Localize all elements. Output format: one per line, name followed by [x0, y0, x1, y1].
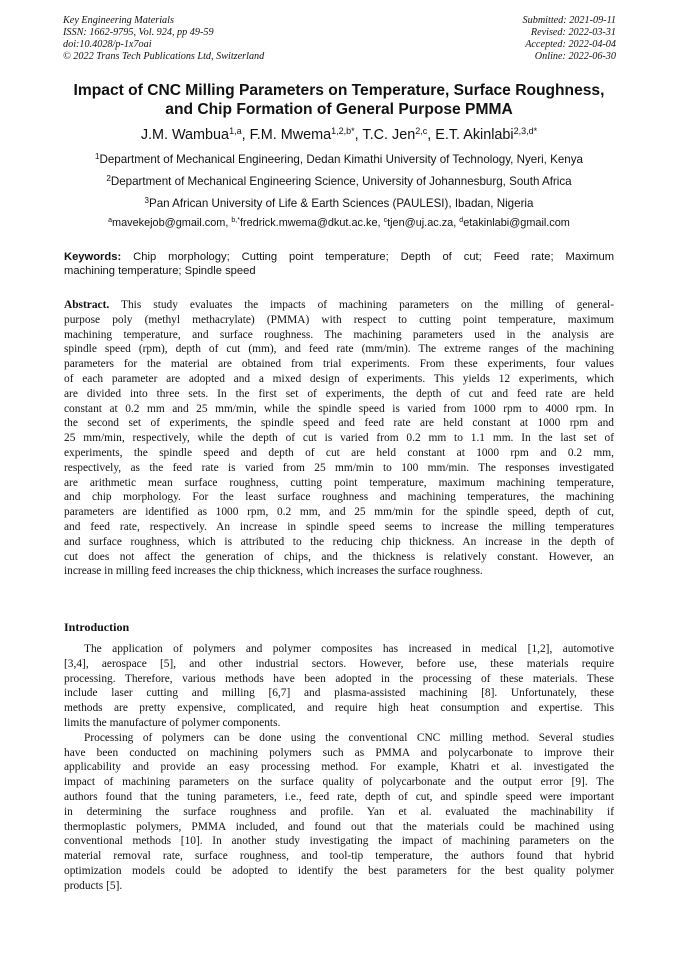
title-line: Impact of CNC Milling Parameters on Temperature, Surface Roughness,: [73, 82, 605, 99]
email-marker: c: [383, 217, 388, 224]
author-emails: [20, 217, 658, 229]
intro-line: material removal rate, surface roughness, and tool-tip temperature, the authors found that hybrid: [64, 850, 614, 863]
abstract-line: of each parameter are adopted and a mixed design of experiments. This yields 12 experiments, which: [64, 372, 614, 385]
date-accepted: Accepted: 2022-04-04: [525, 39, 616, 50]
author-name: F.M. Mwema: [249, 127, 332, 143]
affiliation-2: [20, 174, 658, 188]
author-affil-marker: 1,a: [229, 126, 242, 136]
email-marker: d: [459, 217, 464, 224]
journal-copyright: © 2022 Trans Tech Publications Ltd, Switzerland: [63, 51, 265, 62]
affil-marker: 3: [144, 196, 149, 205]
keywords-label: Keywords:: [64, 251, 122, 263]
abstract-line: cut does not affect the generation of chips, and the thickness is relatively constant. However, an: [64, 550, 614, 563]
intro-line: have been conducted on machining polymers such as PMMA and polycarbonate to improve their: [64, 746, 614, 759]
intro-line: The application of polymers and polymer composites has increased in medical [1,2], automotive: [84, 643, 614, 655]
author-name: E.T. Akinlabi: [435, 127, 514, 143]
intro-line: [3,4], aerospace [5], and other industrial sectors. However, before use, these materials require: [64, 657, 614, 670]
abstract-line: parameters are identified as 1000 rpm, 0.2 mm, and 25 mm/min for the spindle speed, depth of cut,: [64, 506, 614, 519]
abstract-line: respectively, as the feed rate is varied from 25 mm/min to 100 mm/min. The responses investigated: [64, 461, 614, 474]
abstract-line: spindle speed (rpm), depth of cut (mm), and feed rate (mm/min). The extreme ranges of the machining: [64, 343, 614, 356]
intro-line: authors found that the tuning parameters, i.e., feed rate, depth of cut, and spindle speed were important: [64, 790, 614, 803]
author-affil-marker: 1,2,b*: [331, 126, 355, 136]
email-link[interactable]: mavekejob@gmail.com,: [112, 217, 232, 229]
intro-line: products [5].: [64, 879, 123, 892]
intro-line: in determining the surface roughness and profile. Yan et al. evaluated the machinability if: [64, 805, 614, 818]
abstract-line: purpose poly (methyl methacrylate) (PMMA) with respect to cutting point temperature, maximum: [64, 313, 614, 326]
email-link[interactable]: fredrick.mwema@dkut.ac.ke,: [239, 217, 384, 229]
intro-line: limits the manufacture of polymer components.: [64, 716, 281, 729]
author-affil-marker: 2,c: [415, 126, 428, 136]
keywords-text: machining temperature; Spindle speed: [64, 264, 256, 277]
journal-issn: ISSN: 1662-9795, Vol. 924, pp 49-59: [63, 27, 214, 38]
abstract-line: 25 mm/min, respectively, while the depth of cut is varied from 0.2 mm to 1.1 mm. In the last set of: [64, 432, 614, 445]
abstract-line: increase in milling feed increases the chip thickness, which increases the surface roughness.: [64, 565, 483, 578]
abstract-line: experiments, the spindle speed and depth of cut are held constant at 1000 rpm and 0.2 mm,: [64, 446, 614, 459]
keywords-text: Chip morphology; Cutting point temperature; Depth of cut; Feed rate; Maximum: [133, 251, 615, 263]
paper-title: [40, 81, 638, 119]
email-link[interactable]: etakinlabi@gmail.com: [463, 217, 570, 229]
intro-line: conventional methods [10]. In another study investigating the impact of machining parameters on the: [64, 835, 614, 848]
email-link[interactable]: tjen@uj.ac.za,: [387, 217, 460, 229]
abstract: [64, 298, 614, 579]
affil-text: Department of Mechanical Engineering, Dedan Kimathi University of Technology, Nyeri, Kenya: [99, 153, 583, 166]
affil-marker: 2: [106, 174, 111, 183]
email-marker: a: [108, 217, 112, 224]
introduction-body: [64, 642, 614, 894]
author-list: J.M. Wambua$^{1,a}$, F.M. Mwema$^{1,2,b*}$, T.C. Jen$^{2,c}$, E.T. Akinlabi$^{2,3,d*}$: [140, 126, 538, 143]
intro-line: Processing of polymers can be done using the conventional CNC milling method. Several studies: [84, 731, 614, 744]
abstract-line: and surface roughness, which is attributed to the reducing chip thickness. An increase in the depth of: [64, 535, 614, 548]
title-line: and Chip Formation of General Purpose PMMA: [165, 101, 513, 118]
abstract-line: This study evaluates the impacts of machining parameters on the milling of general-: [121, 299, 614, 311]
journal-info: [63, 15, 264, 63]
abstract-line: are divided into three sets. In the first set of experiments, the depth of cut and feed rate are held: [64, 387, 614, 400]
email-marker: b,*: [231, 217, 240, 224]
affil-text: Pan African University of Life & Earth Sciences (PAULESI), Ibadan, Nigeria: [148, 197, 534, 210]
intro-line: thermoplastic polymers, PMMA included, and found out that the materials could be machined using: [64, 820, 614, 833]
abstract-label: Abstract.: [64, 299, 110, 311]
affil-text: Department of Mechanical Engineering Science, University of Johannesburg, South Africa: [110, 175, 572, 188]
date-online: Online: 2022-06-30: [534, 51, 616, 62]
abstract-line: and chip morphology. For the least surface roughness and machining temperatures, the machining: [64, 491, 614, 504]
intro-line: methods are pretty expensive, complicated, and require high heat consumption and expertise. This: [64, 702, 614, 715]
author-name: J.M. Wambua: [140, 127, 230, 143]
journal-name: Key Engineering Materials: [63, 15, 174, 26]
affiliation-3: [20, 196, 658, 210]
abstract-line: are arithmetic mean surface roughness, cutting point temperature, maximum machining temperature,: [64, 476, 614, 489]
intro-line: applicability and provide an easy processing method. For example, Khatri et al. investigated the: [64, 761, 614, 774]
intro-line: include laser cutting and milling [6,7] and plasma-assisted machining [8]. Unfortunately, these: [64, 687, 614, 700]
abstract-line: and feed rate, respectively. An increase in spindle speed seems to increase the milling temperatures: [64, 520, 614, 533]
intro-line: optimization models could be adopted to identify the best parameters for the best quality polymer: [64, 864, 614, 877]
affil-marker: 1: [95, 152, 100, 161]
intro-line: processing. Therefore, various methods have been adopted in the processing of these materials. These: [64, 672, 614, 685]
affiliation-1: [20, 152, 658, 166]
introduction-heading: Introduction: [64, 620, 130, 634]
journal-doi: doi:10.4028/p-1x7oai: [63, 39, 152, 50]
date-submitted: Submitted: 2021-09-11: [522, 15, 616, 26]
abstract-line: the second set of experiments, the spindle speed and feed rate are held constant at 1000 rpm and: [64, 417, 614, 430]
abstract-line: constant at 0.2 mm and 25 mm/min, while the spindle speed is varied from 1000 rpm to 4000 rpm. In: [64, 402, 614, 415]
abstract-line: parameters for the material are obtained from trial experiments. From these experiments, four values: [64, 358, 614, 371]
submission-dates: [523, 15, 616, 63]
author-name: T.C. Jen: [362, 127, 416, 143]
author-affil-marker: 2,3,d*: [513, 126, 538, 136]
abstract-line: machining temperature, and surface roughness. The machining parameters used in the analysis are: [64, 328, 614, 341]
keywords: [64, 251, 614, 278]
intro-line: impact of machining parameters on the surface quality of polycarbonate and the output error [9]. The: [64, 776, 614, 789]
date-revised: Revised: 2022-03-31: [530, 27, 616, 38]
